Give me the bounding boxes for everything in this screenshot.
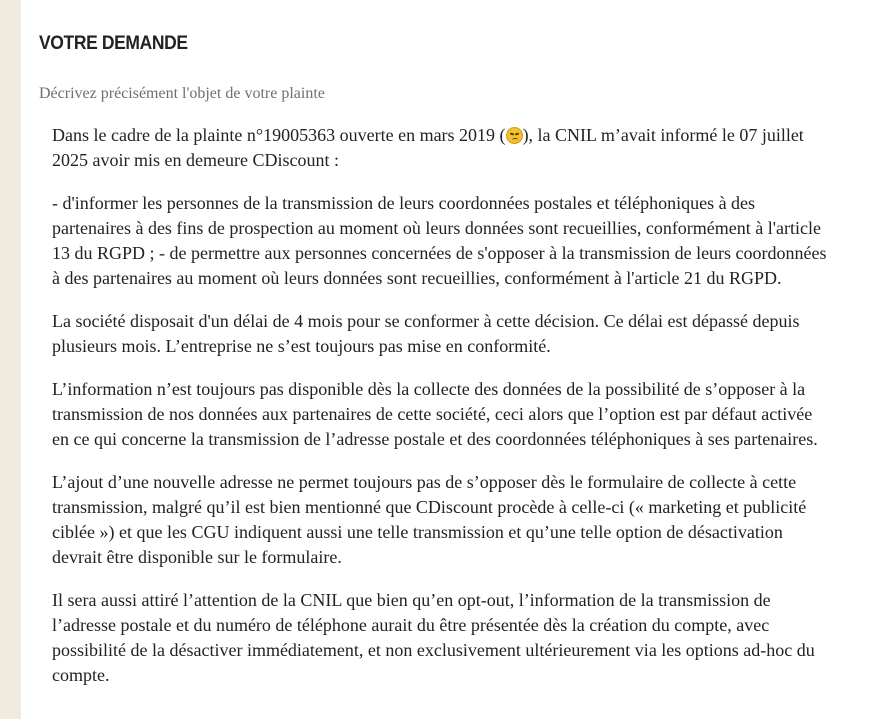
complaint-paragraph-3: La société disposait d'un délai de 4 mois pour se conformer à cette décision. Ce délai est dépassé depuis plusieurs mois. L’entreprise ne s’est toujours pas mise en conformité. bbox=[52, 311, 800, 356]
paragraph-1-end: ), la CNIL m’avait informé le 07 juillet 2025 avoir mis en demeure CDiscount : bbox=[52, 125, 804, 170]
complaint-paragraph-4: L’information n’est toujours pas disponible dès la collecte des données de la possibilité de s’opposer à la transmission de nos données aux partenaires de cette société, ceci alors que l’option est par défaut activée en ce qui concerne la transmission de l’adresse postale et des coordonnées téléphoniques à ses partenaires. bbox=[52, 379, 818, 449]
complaint-paragraph-6: Il sera aussi attiré l’attention de la CNIL que bien qu’en opt-out, l’information de la transmission de l’adresse postale et du numéro de téléphone aurait du être présentée dès la création du compte, avec possibilité de la désactiver immédiatement, et non exclusivement ultérieurement via les options ad-hoc du compte. bbox=[52, 590, 815, 685]
complaint-paragraph-1 bbox=[52, 123, 832, 173]
complaint-paragraph-2: - d'informer les personnes de la transmission de leurs coordonnées postales et téléphoniques à des partenaires à des fins de prospection au moment où leurs données sont recueillies, conformément à l'article 13 du RGPD ; - de permettre aux personnes concernées de s'opposer à la transmission de leurs coordonnées à des partenaires au moment où leurs données sont recueillies, conformément à l'article 21 du RGPD. bbox=[52, 193, 827, 288]
left-rail bbox=[0, 0, 21, 719]
complaint-text bbox=[52, 123, 832, 706]
section-title: VOTRE DEMANDE bbox=[39, 33, 188, 54]
complaint-field-label: Décrivez précisément l'objet de votre plainte bbox=[39, 85, 325, 102]
paragraph-1-start: Dans le cadre de la plainte n°19005363 ouverte en mars 2019 ( bbox=[52, 125, 506, 145]
unamused-face-icon bbox=[506, 127, 523, 144]
complaint-paragraph-5: L’ajout d’une nouvelle adresse ne permet toujours pas de s’opposer dès le formulaire de collecte à cette transmission, malgré qu’il est bien mentionné que CDiscount procède à celle-ci (« marketing et publicité ciblée ») et que les CGU indiquent aussi une telle transmission et qu’une telle option de désactivation devrait être disponible sur le formulaire. bbox=[52, 472, 807, 567]
